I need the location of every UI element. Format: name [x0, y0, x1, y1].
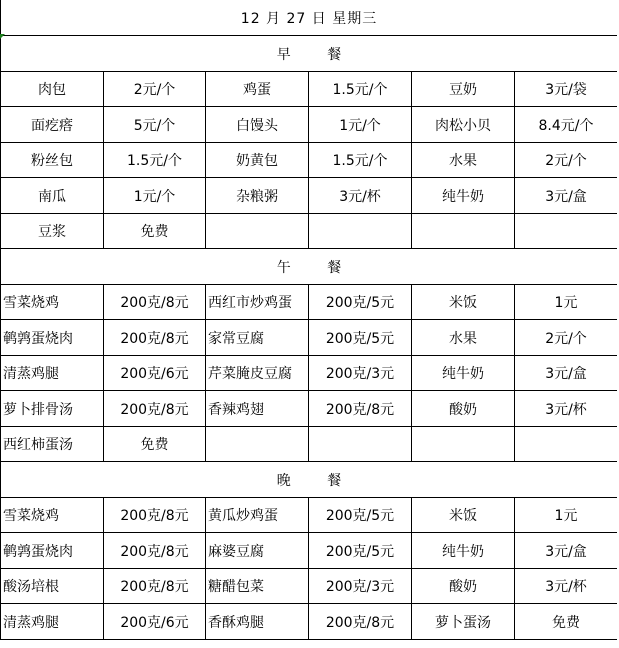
- menu-item-price: 1元/个: [309, 107, 412, 143]
- breakfast-header-row: [1, 36, 618, 72]
- menu-item-name: 糖醋包菜: [206, 569, 309, 604]
- menu-item-price: 200克/8元: [104, 285, 206, 320]
- menu-item-price: 1元: [515, 285, 618, 320]
- cell-marker: [0, 34, 5, 39]
- date-row: [1, 0, 618, 36]
- menu-item-name: 水果: [412, 320, 515, 356]
- menu-item-price: 3元/盒: [515, 533, 618, 569]
- menu-item-name: 雪菜烧鸡: [1, 498, 104, 533]
- menu-item-name: 清蒸鸡腿: [1, 604, 104, 640]
- menu-item-name: 面疙瘩: [1, 107, 104, 143]
- menu-item-price: 200克/8元: [104, 498, 206, 533]
- table-row: [1, 285, 618, 320]
- menu-item-price: [309, 214, 412, 249]
- menu-item-price: 1.5元/个: [104, 143, 206, 178]
- table-row: [1, 214, 618, 249]
- menu-item-name: 酸奶: [412, 569, 515, 604]
- menu-item-price: 1元/个: [104, 178, 206, 214]
- menu-item-name: 鹌鹑蛋烧肉: [1, 320, 104, 356]
- menu-item-price: 8.4元/个: [515, 107, 618, 143]
- menu-item-name: 西红市炒鸡蛋: [206, 285, 309, 320]
- menu-item-name: 纯牛奶: [412, 533, 515, 569]
- menu-item-price: 200克/3元: [309, 569, 412, 604]
- menu-item-name: [412, 427, 515, 462]
- menu-item-price: [309, 427, 412, 462]
- menu-item-name: 雪菜烧鸡: [1, 285, 104, 320]
- menu-item-price: 免费: [104, 214, 206, 249]
- menu-item-price: 3元/盒: [515, 356, 618, 391]
- menu-item-price: 3元/杯: [515, 569, 618, 604]
- menu-item-price: 200克/6元: [104, 356, 206, 391]
- table-row: [1, 178, 618, 214]
- menu-item-price: 200克/3元: [309, 356, 412, 391]
- menu-item-price: 3元/杯: [309, 178, 412, 214]
- menu-item-price: 免费: [515, 604, 618, 640]
- dinner-header-row: [1, 462, 618, 498]
- menu-item-price: 200克/8元: [104, 533, 206, 569]
- lunch-title: 午 餐: [1, 249, 618, 285]
- menu-item-name: 纯牛奶: [412, 178, 515, 214]
- menu-item-price: 2元/个: [515, 143, 618, 178]
- menu-item-price: 免费: [104, 427, 206, 462]
- date-heading: 12 月 27 日 星期三: [1, 0, 618, 36]
- menu-item-price: 200克/5元: [309, 320, 412, 356]
- dinner-title: 晚 餐: [1, 462, 618, 498]
- table-row: [1, 569, 618, 604]
- menu-item-price: 1.5元/个: [309, 72, 412, 107]
- menu-item-price: 200克/8元: [104, 391, 206, 427]
- menu-item-price: 200克/6元: [104, 604, 206, 640]
- menu-item-name: 杂粮粥: [206, 178, 309, 214]
- table-row: [1, 498, 618, 533]
- menu-item-price: 200克/5元: [309, 285, 412, 320]
- menu-item-name: 萝卜蛋汤: [412, 604, 515, 640]
- menu-item-name: 香酥鸡腿: [206, 604, 309, 640]
- menu-item-name: 香辣鸡翅: [206, 391, 309, 427]
- menu-item-price: [515, 214, 618, 249]
- table-row: [1, 427, 618, 462]
- menu-item-name: 西红柿蛋汤: [1, 427, 104, 462]
- menu-item-price: 5元/个: [104, 107, 206, 143]
- menu-item-name: [206, 214, 309, 249]
- menu-item-price: 200克/8元: [104, 320, 206, 356]
- menu-item-price: [515, 427, 618, 462]
- table-row: [1, 533, 618, 569]
- table-row: [1, 320, 618, 356]
- menu-item-price: 200克/8元: [309, 391, 412, 427]
- menu-item-name: 肉包: [1, 72, 104, 107]
- menu-item-price: 3元/杯: [515, 391, 618, 427]
- menu-item-name: 鹌鹑蛋烧肉: [1, 533, 104, 569]
- lunch-header-row: [1, 249, 618, 285]
- menu-item-name: 芹菜腌皮豆腐: [206, 356, 309, 391]
- menu-item-name: [206, 427, 309, 462]
- table-row: [1, 72, 618, 107]
- menu-item-price: 2元/个: [104, 72, 206, 107]
- menu-item-name: 酸汤培根: [1, 569, 104, 604]
- menu-item-price: 3元/盒: [515, 178, 618, 214]
- menu-item-name: 豆浆: [1, 214, 104, 249]
- menu-item-name: 萝卜排骨汤: [1, 391, 104, 427]
- menu-item-name: 麻婆豆腐: [206, 533, 309, 569]
- breakfast-title: 早 餐: [1, 36, 618, 72]
- menu-item-name: [412, 214, 515, 249]
- table-row: [1, 391, 618, 427]
- table-row: [1, 604, 618, 640]
- menu-item-price: 200克/5元: [309, 498, 412, 533]
- menu-item-name: 豆奶: [412, 72, 515, 107]
- menu-item-price: 1.5元/个: [309, 143, 412, 178]
- menu-item-name: 奶黄包: [206, 143, 309, 178]
- menu-item-price: 2元/个: [515, 320, 618, 356]
- menu-item-name: 清蒸鸡腿: [1, 356, 104, 391]
- menu-item-name: 白馒头: [206, 107, 309, 143]
- menu-item-name: 黄瓜炒鸡蛋: [206, 498, 309, 533]
- menu-item-name: 酸奶: [412, 391, 515, 427]
- menu-item-price: 3元/袋: [515, 72, 618, 107]
- menu-item-name: 水果: [412, 143, 515, 178]
- menu-item-name: 米饭: [412, 285, 515, 320]
- menu-item-price: 1元: [515, 498, 618, 533]
- menu-item-name: 纯牛奶: [412, 356, 515, 391]
- table-row: [1, 356, 618, 391]
- menu-item-name: 米饭: [412, 498, 515, 533]
- menu-item-name: 肉松小贝: [412, 107, 515, 143]
- menu-item-price: 200克/8元: [104, 569, 206, 604]
- menu-item-name: 粉丝包: [1, 143, 104, 178]
- menu-item-price: 200克/5元: [309, 533, 412, 569]
- menu-item-price: 200克/8元: [309, 604, 412, 640]
- menu-item-name: 南瓜: [1, 178, 104, 214]
- menu-item-name: 鸡蛋: [206, 72, 309, 107]
- table-row: [1, 143, 618, 178]
- table-row: [1, 107, 618, 143]
- menu-item-name: 家常豆腐: [206, 320, 309, 356]
